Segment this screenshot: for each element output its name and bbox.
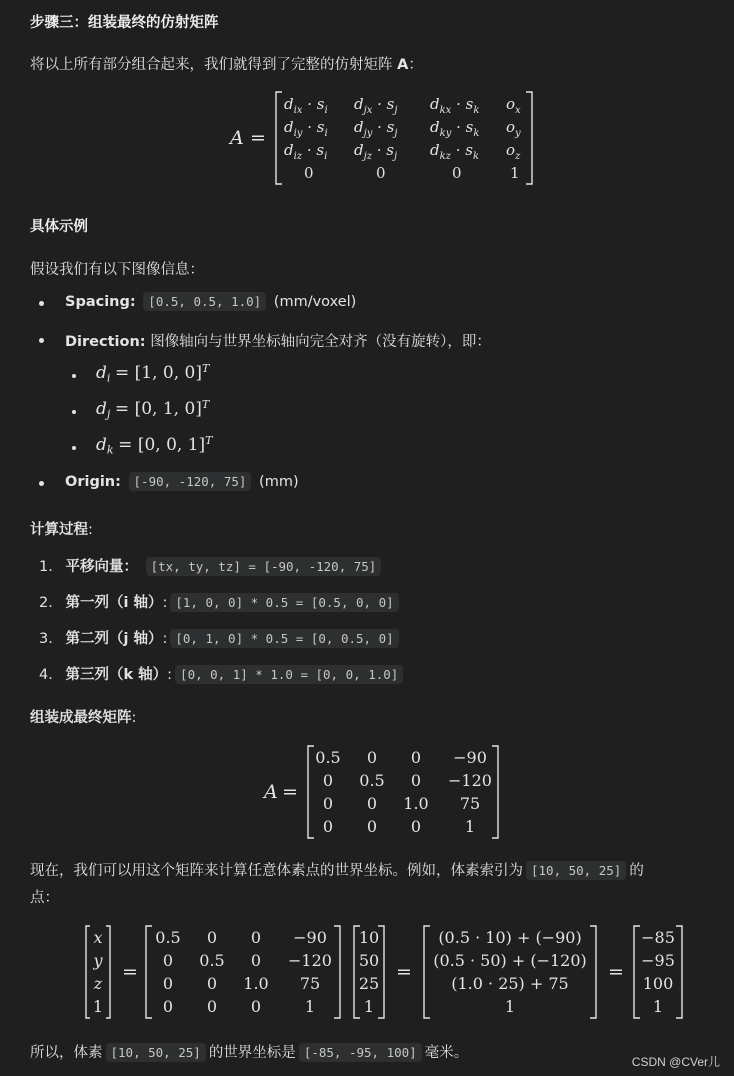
step-colon: : bbox=[167, 667, 173, 683]
matrix-general-left-bracket bbox=[276, 92, 282, 184]
mg-cell-1-0: $d_{iy} \cdot s_i$ bbox=[284, 118, 328, 139]
mg-cell-0-1: $d_{jx} \cdot s_j$ bbox=[354, 95, 398, 116]
mg-cell-1-1: $d_{jy} \cdot s_j$ bbox=[354, 118, 398, 139]
step-colon: : bbox=[162, 631, 168, 647]
mf-cell: 1 bbox=[464, 817, 476, 836]
step-4 bbox=[39, 663, 406, 684]
spacing-unit: (mm/voxel) bbox=[273, 294, 357, 310]
eq-matrix-cell: 0.5 bbox=[199, 951, 225, 970]
eq-matrix-cell: 1 bbox=[304, 997, 316, 1016]
mg-cell-0-3: $o_x$ bbox=[506, 95, 521, 116]
equation-big bbox=[84, 922, 688, 1022]
vector-value: = [1, 0, 0] bbox=[115, 362, 203, 383]
expanded-cell: (0.5 · 10) + (−90) bbox=[438, 928, 582, 947]
vec-xyz-cell: x bbox=[93, 928, 103, 947]
now-paragraph-line1 bbox=[30, 859, 644, 880]
intro-end: ： bbox=[408, 57, 423, 73]
assemble-title-colon: : bbox=[131, 710, 137, 726]
matrix-final-equals: = bbox=[282, 781, 298, 803]
matrix-final-left-bracket bbox=[308, 746, 314, 838]
vec-xyz-left-bracket bbox=[86, 926, 90, 1018]
matrix-final-cells bbox=[315, 748, 492, 836]
intro-bold-a: A bbox=[397, 57, 409, 73]
vec-idx bbox=[359, 928, 379, 1016]
eq-matrix-left-bracket bbox=[146, 926, 152, 1018]
vector-subscript: j bbox=[106, 407, 111, 421]
vec-idx-cell: 25 bbox=[358, 974, 380, 993]
mf-cell: 0 bbox=[366, 817, 378, 836]
final-code-index: [10, 50, 25] bbox=[106, 1043, 206, 1062]
mf-cell: 0.5 bbox=[315, 748, 341, 767]
eq-matrix-cell: −120 bbox=[288, 951, 332, 970]
step-label: 平移向量： bbox=[65, 559, 138, 575]
eq-matrix-cell: −90 bbox=[293, 928, 327, 947]
spacing-item bbox=[65, 294, 356, 310]
direction-text: 图像轴向与世界坐标轴向完全对齐（没有旋转），即： bbox=[150, 334, 491, 350]
equals-sign: = bbox=[122, 961, 138, 983]
matrix-general-last-row bbox=[304, 164, 520, 182]
mg-cell-3-2: 0 bbox=[452, 164, 462, 182]
matrix-final-lhs: A bbox=[264, 781, 278, 803]
expanded-cell: (1.0 · 25) + 75 bbox=[451, 974, 569, 993]
direction-item bbox=[65, 330, 491, 351]
spacing-code: [0.5, 0.5, 1.0] bbox=[143, 292, 266, 311]
vec-idx-cell: 10 bbox=[358, 928, 380, 947]
section-title-example: 具体示例 bbox=[30, 219, 88, 235]
now-paragraph-line2: 点： bbox=[30, 890, 59, 906]
eq-matrix-right-bracket bbox=[334, 926, 340, 1018]
eq-matrix-cell: 0 bbox=[250, 951, 262, 970]
expanded-left-bracket bbox=[424, 926, 430, 1018]
calc-title-colon: : bbox=[88, 522, 93, 538]
vector-value: = [0, 1, 0] bbox=[114, 398, 202, 419]
vec-xyz-cell: y bbox=[93, 951, 103, 970]
mf-cell: 0 bbox=[322, 771, 334, 790]
step-1 bbox=[39, 555, 384, 576]
final-paragraph bbox=[30, 1041, 468, 1062]
eq-matrix-cell: 0 bbox=[250, 997, 262, 1016]
result-cell: −95 bbox=[641, 951, 675, 970]
eq-matrix-cell: 0 bbox=[162, 974, 174, 993]
step-number: 1. bbox=[39, 559, 53, 575]
final-text: 所以，体素 bbox=[30, 1045, 103, 1061]
vector-symbol: d bbox=[96, 434, 107, 455]
result-left-bracket bbox=[634, 926, 640, 1018]
step-3 bbox=[39, 627, 402, 648]
vector-transpose: T bbox=[202, 362, 210, 375]
step-code: [0, 0, 1] * 1.0 = [0, 0, 1.0] bbox=[175, 665, 403, 684]
vector-subscript: i bbox=[106, 371, 111, 385]
eq-matrix-cell: 0 bbox=[206, 997, 218, 1016]
step-label: 第三列（k 轴） bbox=[65, 667, 168, 683]
expanded-vector bbox=[433, 928, 587, 1016]
bullet-dot bbox=[39, 481, 44, 486]
eq-matrix-cell: 0 bbox=[250, 928, 262, 947]
now-text-end: 的 bbox=[629, 863, 644, 879]
section-title-calc bbox=[30, 518, 93, 539]
origin-item bbox=[65, 474, 299, 490]
bullet-dot bbox=[39, 338, 44, 343]
eq-matrix-cell: 0 bbox=[206, 974, 218, 993]
final-text-mid: 的世界坐标是 bbox=[208, 1045, 296, 1061]
result-cell: 100 bbox=[642, 974, 674, 993]
matrix-final-right-bracket bbox=[492, 746, 498, 838]
mg-cell-3-1: 0 bbox=[376, 164, 386, 182]
step-code: [tx, ty, tz] = [-90, -120, 75] bbox=[146, 557, 382, 576]
vec-idx-cell: 1 bbox=[363, 997, 375, 1016]
mf-cell: 0 bbox=[366, 748, 378, 767]
direction-vector-k bbox=[96, 434, 213, 457]
mg-cell-2-3: $o_z$ bbox=[506, 141, 521, 162]
expanded-cell: 1 bbox=[504, 997, 516, 1016]
vector-transpose: T bbox=[205, 434, 213, 447]
mg-cell-0-2: $d_{kx} \cdot s_k$ bbox=[430, 95, 480, 116]
mf-cell: 0 bbox=[322, 794, 334, 813]
matrix-general-lhs: A bbox=[230, 127, 244, 149]
subbullet-dot bbox=[72, 374, 76, 378]
vector-symbol: d bbox=[96, 362, 107, 383]
final-text-end: 毫米。 bbox=[424, 1045, 469, 1061]
matrix-final bbox=[258, 742, 508, 842]
mg-cell-0-0: $d_{ix} \cdot s_i$ bbox=[284, 95, 328, 116]
direction-vector-i bbox=[96, 362, 209, 385]
vector-subscript: k bbox=[106, 443, 114, 457]
equals-sign: = bbox=[608, 961, 624, 983]
eq-matrix-cell: 0.5 bbox=[155, 928, 181, 947]
calc-title-text: 计算过程 bbox=[30, 522, 88, 538]
expanded-cell: (0.5 · 50) + (−120) bbox=[433, 951, 587, 970]
matrix-general-right-bracket bbox=[526, 92, 532, 184]
step-number: 4. bbox=[39, 667, 53, 683]
vec-idx-cell: 50 bbox=[358, 951, 380, 970]
step-code: [0, 1, 0] * 0.5 = [0, 0.5, 0] bbox=[170, 629, 398, 648]
mg-cell-1-2: $d_{ky} \cdot s_k$ bbox=[430, 118, 480, 139]
mg-cell-3-0: 0 bbox=[304, 164, 314, 182]
assume-paragraph: 假设我们有以下图像信息： bbox=[30, 262, 204, 278]
eq-matrix-cell: 75 bbox=[299, 974, 321, 993]
vec-xyz-right-bracket bbox=[106, 926, 110, 1018]
step-number: 2. bbox=[39, 595, 53, 611]
equals-sign: = bbox=[396, 961, 412, 983]
mg-cell-2-0: $d_{iz} \cdot s_i$ bbox=[284, 141, 328, 162]
bullet-dot bbox=[39, 301, 44, 306]
mf-cell: −120 bbox=[448, 771, 492, 790]
subbullet-dot bbox=[72, 446, 76, 450]
eq-matrix-cell: 0 bbox=[162, 951, 174, 970]
eq-matrix-cell: 0 bbox=[162, 997, 174, 1016]
direction-label: Direction: bbox=[65, 334, 146, 350]
step-number: 3. bbox=[39, 631, 53, 647]
spacing-label: Spacing: bbox=[65, 294, 136, 310]
final-code-world: [-85, -95, 100] bbox=[299, 1043, 422, 1062]
section-title-step3: 步骤三：组装最终的仿射矩阵 bbox=[30, 15, 219, 31]
vec-xyz bbox=[92, 928, 103, 993]
eq-matrix-cell: 0 bbox=[206, 928, 218, 947]
mg-cell-2-1: $d_{jz} \cdot s_j$ bbox=[354, 141, 398, 162]
origin-unit: (mm) bbox=[259, 474, 299, 490]
step-colon: : bbox=[162, 595, 168, 611]
eq-matrix bbox=[155, 928, 332, 1016]
mf-cell: 1.0 bbox=[403, 794, 429, 813]
vector-symbol: d bbox=[96, 398, 107, 419]
matrix-general-cells bbox=[284, 95, 521, 162]
now-text: 现在，我们可以用这个矩阵来计算任意体素点的世界坐标。例如，体素索引为 bbox=[30, 863, 523, 879]
step-code: [1, 0, 0] * 0.5 = [0.5, 0, 0] bbox=[170, 593, 398, 612]
vector-transpose: T bbox=[201, 398, 210, 411]
result-cell: −85 bbox=[641, 928, 675, 947]
intro-paragraph bbox=[30, 53, 423, 74]
assemble-title-text: 组装成最终矩阵 bbox=[30, 710, 132, 726]
result-right-bracket bbox=[676, 926, 682, 1018]
result-vector bbox=[641, 928, 675, 1016]
watermark: CSDN @CVer儿 bbox=[631, 1055, 720, 1069]
matrix-general-equals: = bbox=[250, 127, 266, 149]
vector-value: = [0, 0, 1] bbox=[118, 434, 206, 455]
intro-text: 将以上所有部分组合起来，我们就得到了完整的仿射矩阵 bbox=[30, 57, 398, 73]
subbullet-dot bbox=[72, 410, 76, 414]
direction-vector-j bbox=[96, 398, 209, 421]
step-label: 第二列（j 轴） bbox=[65, 631, 163, 647]
step-2 bbox=[39, 591, 402, 612]
eq-matrix-cell: 1.0 bbox=[243, 974, 269, 993]
mg-cell-2-2: $d_{kz} \cdot s_k$ bbox=[430, 141, 480, 162]
mf-cell: 0.5 bbox=[359, 771, 385, 790]
mf-cell: 0 bbox=[410, 748, 422, 767]
mg-cell-3-3: 1 bbox=[510, 164, 520, 182]
mf-cell: 0 bbox=[410, 771, 422, 790]
mg-cell-1-3: $o_y$ bbox=[506, 118, 521, 139]
result-cell: 1 bbox=[652, 997, 664, 1016]
expanded-right-bracket bbox=[590, 926, 596, 1018]
mf-cell: −90 bbox=[453, 748, 487, 767]
mf-cell: 0 bbox=[322, 817, 334, 836]
mf-cell: 0 bbox=[410, 817, 422, 836]
vec-xyz-cell: z bbox=[93, 974, 103, 993]
step-label: 第一列（i 轴） bbox=[65, 595, 163, 611]
now-code: [10, 50, 25] bbox=[526, 861, 626, 880]
origin-code: [-90, -120, 75] bbox=[129, 472, 252, 491]
origin-label: Origin: bbox=[65, 474, 121, 490]
matrix-general bbox=[220, 88, 540, 188]
mf-cell: 75 bbox=[459, 794, 481, 813]
vec-xyz-cell: 1 bbox=[92, 997, 104, 1016]
section-title-assemble bbox=[30, 706, 136, 727]
mf-cell: 0 bbox=[366, 794, 378, 813]
